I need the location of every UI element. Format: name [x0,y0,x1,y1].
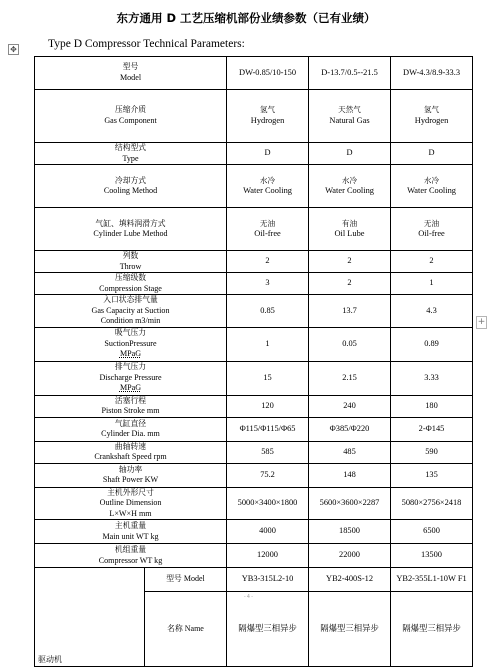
parameter-label-zh: 气缸直径 [114,418,147,428]
value-en: 2 [265,256,270,266]
value-en: Hydrogen [250,115,285,125]
value-en: Water Cooling [407,186,456,195]
value-cell [391,165,473,208]
parameter-row [35,395,473,417]
driver-name-label [145,592,227,667]
value-cell [309,327,391,361]
parameter-label-cell [35,327,227,361]
value-en: 2 [429,256,434,266]
value-zh: 水冷 [423,175,440,185]
value-en: 0.89 [424,338,439,348]
parameter-label-zh: 主机外形尺寸 [107,487,154,497]
value-cell [227,208,309,251]
value-en: 4.3 [426,305,437,315]
parameter-label-en: Crankshaft Speed rpm [94,452,167,461]
value-zh: 天然气 [338,105,361,115]
parameter-label-cell [35,208,227,251]
parameter-label-en: Throw [119,261,142,271]
parameter-label-zh: 排气压力 [114,362,147,372]
parameter-row [35,544,473,568]
value-cell [227,89,309,143]
value-cell [309,165,391,208]
value-cell [227,544,309,568]
value-cell [309,520,391,544]
value-en: 2 [347,256,352,266]
value-en: 120 [261,400,274,410]
value-en: 135 [425,469,438,479]
parameter-row [35,463,473,487]
value-cell [391,395,473,417]
value-en: 240 [343,400,356,410]
driver-model-cell: YB2-355L1-10W F1 [391,568,473,592]
driver-model-label [145,568,227,592]
value-zh: 氢气 [423,105,440,115]
value-cell [391,361,473,395]
value-en: 590 [425,446,438,456]
value-cell [391,463,473,487]
driver-name-cell: 隔爆型三相异步 [227,592,309,667]
value-en: D [264,148,271,158]
value-en: Oil-free [418,229,445,238]
parameter-row [35,251,473,273]
value-en: 485 [343,446,356,456]
parameter-label-en: Main unit WT kg [102,531,159,541]
value-cell [309,361,391,395]
parameter-label-cell [35,89,227,143]
value-cell [227,520,309,544]
value-en: 13.7 [342,305,357,315]
parameter-label-cell [35,463,227,487]
header-label-en: Model [119,72,142,82]
model-cell: DW-0.85/10-150 [227,57,309,90]
value-en: 12000 [257,550,278,560]
value-cell [227,273,309,295]
parameter-row [35,165,473,208]
parameter-label-zh: 主机重量 [114,521,147,530]
value-cell [309,251,391,273]
value-en: 1 [429,278,434,288]
parameter-row [35,487,473,520]
parameter-label-zh: 机组重量 [114,545,147,554]
value-en: 5600×3600×2287 [319,498,380,507]
model-cell: DW-4.3/8.9-33.3 [391,57,473,90]
value-en: 4000 [259,526,276,536]
parameter-label-en: SuctionPressure [104,338,157,348]
table-move-handle-icon[interactable]: ✥ [8,44,19,55]
value-cell [227,327,309,361]
driver-name-cell: 隔爆型三相异步 [309,592,391,667]
parameter-label-cell [35,273,227,295]
parameter-label-zh: 入口状态排气量 [103,295,158,304]
parameter-label-cell [35,143,227,165]
value-cell [391,487,473,520]
value-cell [391,417,473,441]
parameter-label-zh: 列数 [122,251,139,260]
parameter-label-zh: 压缩介质 [114,105,147,115]
value-cell [227,295,309,328]
value-en: 3.33 [424,372,439,382]
parameter-label-cell [35,417,227,441]
parameter-unit: MPaG [119,383,142,393]
value-cell [391,544,473,568]
header-label-cell [35,57,227,90]
value-en: Φ385/Φ220 [329,423,370,433]
value-en: 6500 [423,526,440,536]
value-cell [391,273,473,295]
value-en: 15 [263,372,272,382]
value-zh: 氢气 [259,105,276,115]
value-en: D [346,148,353,158]
parameter-label-cell [35,441,227,463]
value-en: 2-Φ145 [418,423,445,433]
parameter-label-en: Gas Capacity at Suction [91,305,170,315]
parameter-label-cell [35,361,227,395]
parameter-label-en: Cylinder Lube Method [93,229,168,238]
driver-group-label: 驱动机 [35,568,145,667]
value-en: 180 [425,400,438,410]
parameter-label-en: Outline Dimension [99,498,162,507]
value-en: Oil Lube [334,229,365,238]
value-en: 148 [343,469,356,479]
parameter-label-en: Shaft Power KW [102,475,159,484]
parameter-label-en: Type [122,153,139,163]
parameter-row [35,89,473,143]
parameter-label-zh: 结构型式 [114,143,147,152]
value-cell [227,143,309,165]
parameter-row [35,441,473,463]
header-label-zh: 型号 [122,62,139,72]
parameter-label-cell [35,395,227,417]
parameter-label-cell [35,487,227,520]
parameter-unit: MPaG [119,349,142,359]
model-cell: D-13.7/0.5--21.5 [309,57,391,90]
parameter-rows [35,89,473,568]
value-cell [227,165,309,208]
value-en: 0.05 [342,338,357,348]
parameter-row [35,327,473,361]
value-en: Hydrogen [414,115,449,125]
driver-name-label-en: Name [184,623,204,633]
parameter-table [34,56,473,667]
value-en: 75.2 [260,469,275,479]
parameter-label-zh: 活塞行程 [114,395,147,405]
value-zh: 无油 [259,218,276,228]
parameter-row [35,520,473,544]
driver-model-label-zh: 型号 [166,574,182,584]
value-cell [309,544,391,568]
value-cell [309,295,391,328]
driver-model-cell: YB2-400S-12 [309,568,391,592]
value-en: Natural Gas [329,115,370,125]
value-cell [391,520,473,544]
parameter-label-en: Cylinder Dia. mm [101,429,160,438]
value-zh: 无油 [423,218,440,228]
parameter-label-cell [35,544,227,568]
value-cell [309,487,391,520]
parameter-row [35,143,473,165]
value-cell [391,251,473,273]
parameter-label-en: Compression Stage [99,283,162,293]
value-en: Water Cooling [325,186,374,195]
parameter-label-en: Cooling Method [103,186,158,195]
parameter-label-zh: 压缩级数 [114,273,147,282]
parameter-label-zh: 吸气压力 [114,328,147,338]
value-cell [391,208,473,251]
value-en: Φ115/Φ115/Φ65 [239,423,296,433]
parameter-row [35,361,473,395]
value-en: 13500 [421,550,442,560]
parameter-label-cell [35,295,227,328]
parameter-label-en: Compressor WT kg [98,555,163,565]
value-en: 585 [261,446,274,456]
value-cell [227,361,309,395]
parameter-unit: Condition m3/min [100,316,161,325]
value-cell [309,395,391,417]
table-caption: Type D Compressor Technical Parameters: [48,38,245,50]
parameter-row [35,273,473,295]
value-cell [309,417,391,441]
parameter-row [35,295,473,328]
value-en: 22000 [339,550,360,560]
parameter-label-zh: 气缸、填料润滑方式 [95,218,166,228]
parameter-label-en: Piston Stroke mm [101,406,160,415]
parameter-label-zh: 曲轴转速 [114,441,147,451]
driver-model-cell: YB3-315L2-10 [227,568,309,592]
parameter-row [35,417,473,441]
value-en: Water Cooling [243,186,292,195]
value-cell [227,441,309,463]
parameter-unit: L×W×H mm [109,508,152,518]
value-cell [309,208,391,251]
parameter-label-cell [35,165,227,208]
page-number: - 4 - [244,594,253,600]
value-en: 2 [347,278,352,288]
value-en: 18500 [339,526,360,536]
plus-icon[interactable]: + [477,317,486,327]
value-en: 2.15 [342,372,357,382]
value-cell [227,487,309,520]
value-cell [227,463,309,487]
value-zh: 水冷 [259,175,276,185]
parameter-label-zh: 冷却方式 [114,175,147,185]
value-en: D [428,148,435,158]
value-cell [309,143,391,165]
value-zh: 有油 [341,218,358,228]
parameter-label-cell [35,251,227,273]
parameter-label-en: Discharge Pressure [99,372,162,382]
driver-name-cell: 隔爆型三相异步 [391,592,473,667]
driver-name-label-zh: 名称 [167,623,183,633]
value-en: Oil-free [254,229,281,238]
value-zh: 水冷 [341,175,358,185]
page-title: 东方通用 D 工艺压缩机部份业绩参数（已有业绩） [116,11,376,25]
value-cell [227,417,309,441]
driver-model-label-en: Model [183,574,205,584]
parameter-label-zh: 轴功率 [118,464,143,474]
parameter-row [35,208,473,251]
value-cell [391,89,473,143]
value-cell [391,327,473,361]
value-en: 0.85 [260,305,275,315]
value-en: 5000×3400×1800 [237,498,298,507]
value-en: 1 [265,338,270,348]
value-cell [391,143,473,165]
value-cell [227,251,309,273]
value-en: 5080×2756×2418 [401,498,462,507]
value-cell [227,395,309,417]
value-cell [391,295,473,328]
value-cell [309,89,391,143]
value-cell [309,441,391,463]
value-cell [309,463,391,487]
parameter-label-cell [35,520,227,544]
value-cell [309,273,391,295]
parameter-label-en: Gas Component [104,115,157,125]
driver-model-row [35,568,473,592]
header-row [35,57,473,90]
value-en: 3 [265,278,270,288]
value-cell [391,441,473,463]
